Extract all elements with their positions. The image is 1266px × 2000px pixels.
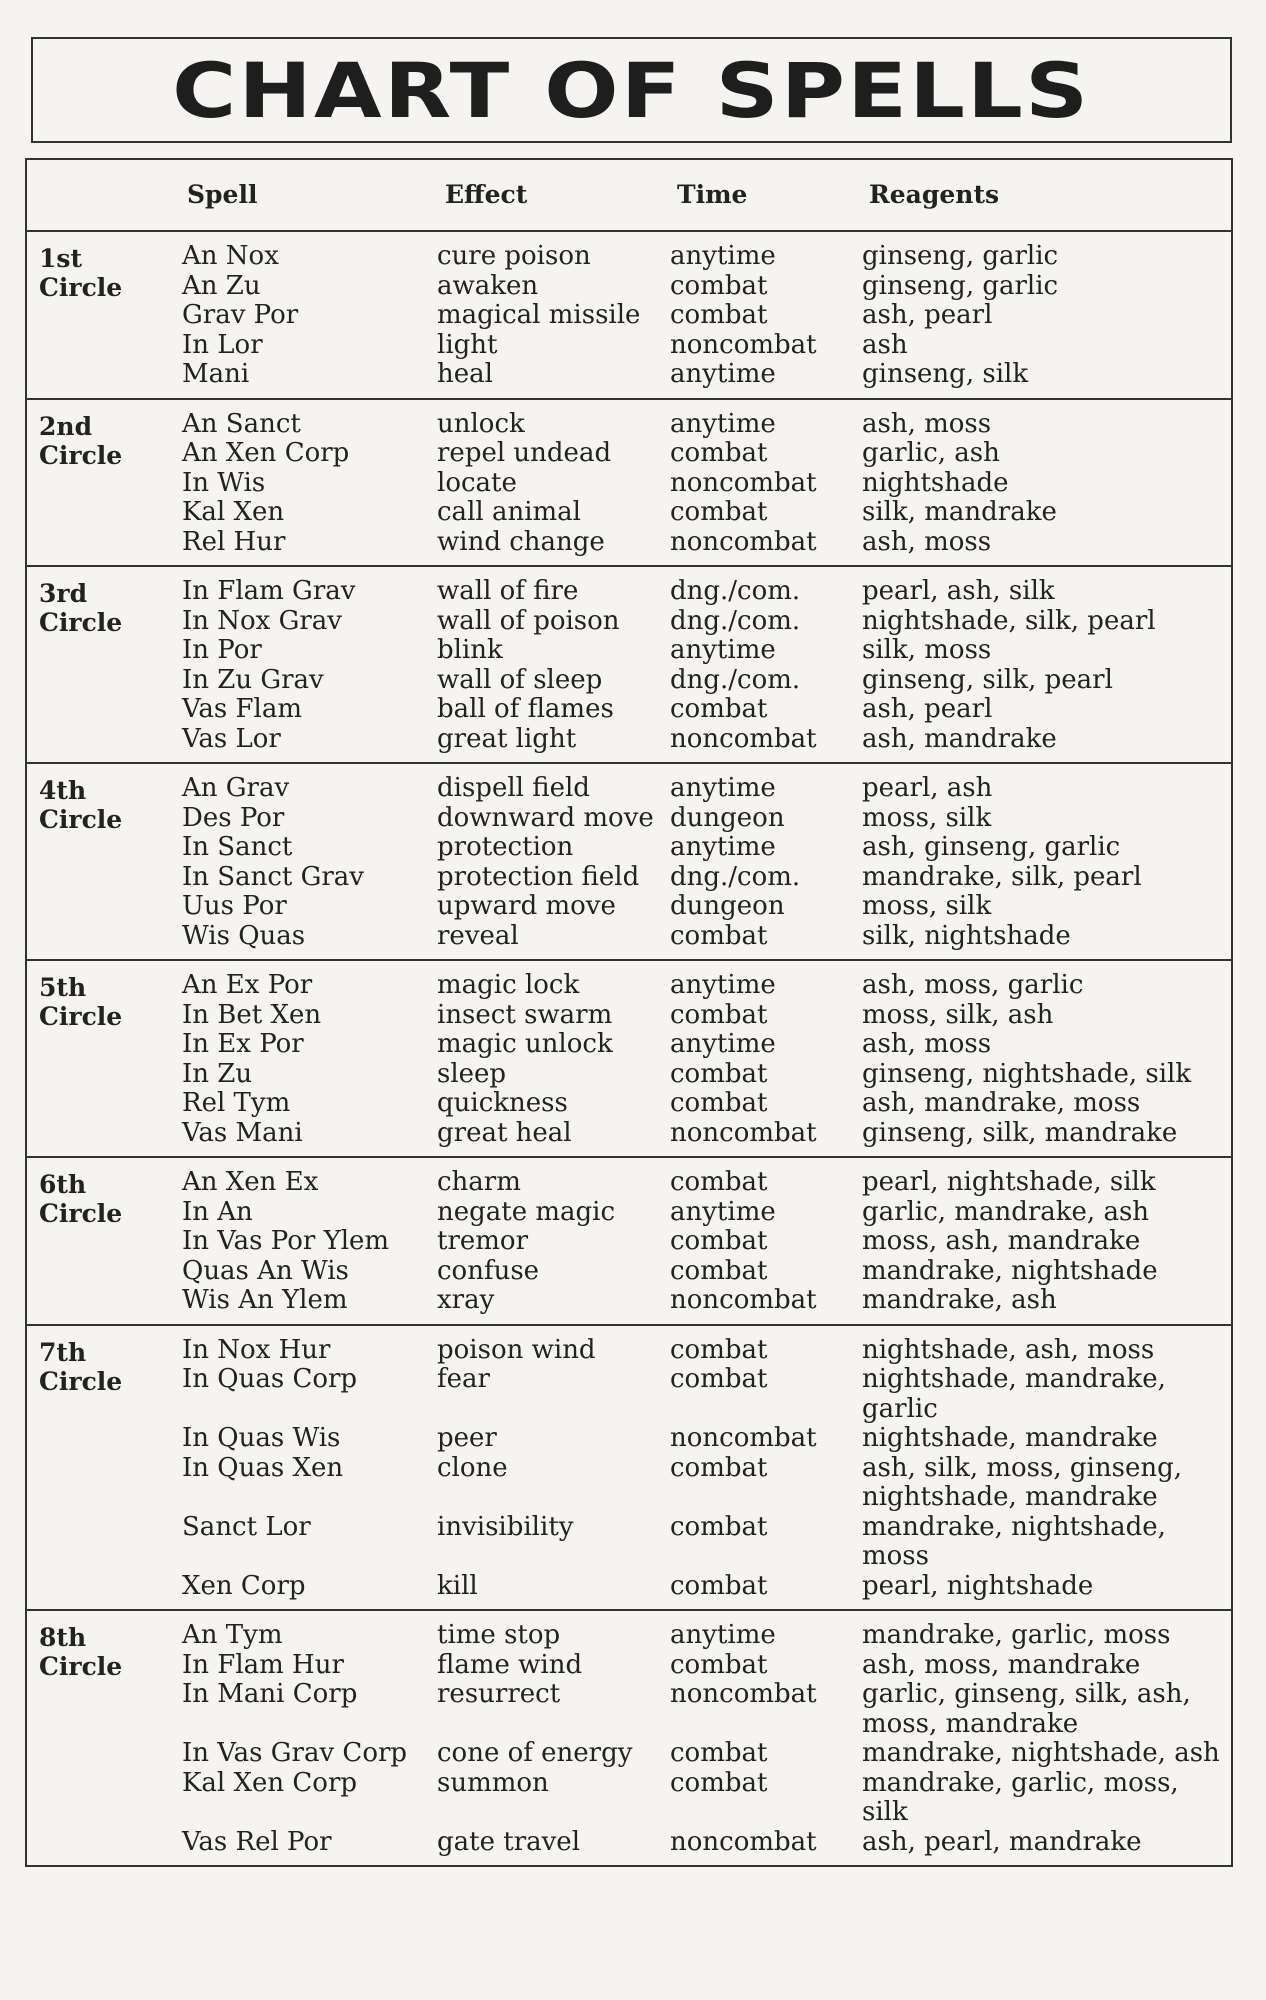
spell-reagents: ash, pearl, mandrake (862, 1826, 1142, 1857)
spell-time: combat (670, 300, 768, 330)
spell-row (27, 1572, 1231, 1602)
spell-row (27, 410, 1231, 440)
spell-effect: great heal (437, 1117, 572, 1148)
spell-row (27, 242, 1231, 272)
spell-name: Vas Lor (182, 723, 281, 754)
spell-name: In Zu Grav (182, 664, 324, 695)
spell-reagents: moss, silk, ash (862, 999, 1054, 1030)
spell-reagents: mandrake, silk, pearl (862, 861, 1142, 892)
spell-reagents: ginseng, garlic (862, 270, 1059, 301)
spell-time: noncombat (670, 1285, 817, 1315)
spell-time: noncombat (670, 467, 817, 498)
circle-word: Circle (39, 440, 123, 470)
title-box (31, 37, 1232, 143)
circle-word: Circle (39, 805, 123, 834)
circle-section (27, 764, 1231, 961)
spell-time: anytime (670, 970, 776, 1000)
spell-row (27, 331, 1231, 361)
spell-effect: wall of fire (437, 576, 579, 606)
spell-reagents: garlic, mandrake, ash (862, 1196, 1150, 1227)
spell-row (27, 577, 1231, 607)
spell-time: combat (670, 1570, 768, 1601)
spell-time: dng./com. (670, 664, 801, 695)
spell-time: noncombat (670, 526, 817, 557)
spell-time: noncombat (670, 1679, 817, 1709)
spell-time: anytime (670, 408, 776, 439)
spell-name: Uus Por (182, 891, 287, 921)
spell-effect: invisibility (437, 1511, 574, 1542)
spell-effect: dispell field (437, 773, 590, 803)
spell-row (27, 863, 1231, 893)
spell-name: Quas An Wis (182, 1255, 349, 1286)
spell-row (27, 833, 1231, 863)
spell-row (27, 804, 1231, 834)
spell-reagents: pearl, ash (862, 773, 993, 803)
spell-name: Rel Tym (182, 1088, 291, 1118)
spell-row (27, 1365, 1231, 1424)
spell-reagents: silk, moss (862, 635, 992, 665)
spell-row (27, 1001, 1231, 1031)
spell-reagents: mandrake, garlic, moss, silk (862, 1767, 1179, 1827)
spell-reagents: mandrake, nightshade, moss (862, 1511, 1166, 1571)
spell-time: dungeon (670, 891, 785, 921)
spell-time: anytime (670, 1620, 776, 1650)
spell-time: combat (670, 694, 768, 724)
spell-name: An Xen Corp (182, 438, 350, 468)
spell-name: In Bet Xen (182, 999, 322, 1030)
spell-reagents: mandrake, nightshade, ash (862, 1738, 1220, 1768)
spell-row (27, 607, 1231, 637)
spell-time: dng./com. (670, 576, 801, 606)
spell-time: combat (670, 1226, 768, 1256)
spell-row (27, 1513, 1231, 1572)
spell-effect: gate travel (437, 1826, 581, 1857)
spell-time: combat (670, 1058, 768, 1089)
spell-name: In Nox Hur (182, 1334, 331, 1365)
spell-row (27, 971, 1231, 1001)
spell-name: Vas Rel Por (182, 1826, 332, 1857)
spell-name: Wis An Ylem (182, 1285, 348, 1315)
spell-effect: kill (437, 1570, 478, 1601)
spell-reagents: ginseng, garlic (862, 241, 1059, 271)
spell-reagents: ash, moss (862, 1029, 992, 1059)
circle-section (27, 567, 1231, 764)
spell-effect: charm (437, 1167, 521, 1197)
spell-effect: cure poison (437, 241, 591, 271)
spell-effect: wall of sleep (437, 664, 603, 695)
spell-effect: protection field (437, 861, 640, 892)
circle-number: 2nd (39, 411, 93, 441)
spell-time: anytime (670, 773, 776, 803)
spell-row (27, 1030, 1231, 1060)
spell-effect: xray (437, 1285, 495, 1315)
spell-effect: quickness (437, 1088, 568, 1118)
spell-row (27, 774, 1231, 804)
spell-name: In Por (182, 635, 262, 665)
spell-row (27, 922, 1231, 952)
spell-row (27, 666, 1231, 696)
spell-time: noncombat (670, 723, 817, 754)
spell-time: combat (670, 920, 768, 951)
spell-time: combat (670, 1255, 768, 1286)
spell-time: anytime (670, 1196, 776, 1227)
spell-row (27, 1621, 1231, 1651)
spell-reagents: ginseng, silk (862, 359, 1029, 389)
spell-reagents: pearl, ash, silk (862, 576, 1055, 606)
spell-row (27, 1286, 1231, 1316)
circle-number: 5th (39, 973, 87, 1002)
circle-section (27, 1611, 1231, 1865)
circle-number: 4th (39, 776, 87, 805)
spell-time: dungeon (670, 802, 785, 833)
spell-effect: magic lock (437, 970, 580, 1000)
spell-time: anytime (670, 1029, 776, 1059)
spell-effect: repel undead (437, 438, 612, 468)
spell-time: combat (670, 1334, 768, 1365)
spell-row (27, 1336, 1231, 1366)
spell-effect: magic unlock (437, 1029, 613, 1059)
spell-time: combat (670, 1738, 768, 1768)
spell-row (27, 892, 1231, 922)
circle-number: 7th (39, 1337, 87, 1367)
circle-word: Circle (39, 1652, 123, 1681)
spell-time: anytime (670, 635, 776, 665)
spell-name: In Quas Corp (182, 1364, 358, 1394)
spell-name: In Flam Hur (182, 1649, 344, 1680)
header-reagents: Reagents (869, 180, 1000, 209)
spell-reagents: ash, pearl (862, 694, 993, 724)
circle-word: Circle (39, 1199, 123, 1228)
spell-effect: wall of poison (437, 605, 620, 636)
spell-time: combat (670, 497, 768, 527)
spell-reagents: nightshade, mandrake, garlic (862, 1364, 1166, 1424)
spell-effect: negate magic (437, 1196, 616, 1227)
spell-time: noncombat (670, 1826, 817, 1857)
spell-effect: reveal (437, 920, 519, 951)
spell-reagents: pearl, nightshade, silk (862, 1167, 1156, 1197)
spell-row (27, 1257, 1231, 1287)
spell-name: In Sanct Grav (182, 861, 364, 892)
spell-effect: protection (437, 832, 574, 862)
spell-reagents: ginseng, nightshade, silk (862, 1058, 1192, 1089)
spell-name: An Xen Ex (182, 1167, 319, 1197)
spell-time: combat (670, 1452, 768, 1483)
spell-name: In Nox Grav (182, 605, 342, 636)
spell-name: In Mani Corp (182, 1679, 358, 1709)
spell-effect: magical missile (437, 300, 641, 330)
spell-effect: heal (437, 359, 493, 389)
spell-name: In Sanct (182, 832, 293, 862)
spell-effect: peer (437, 1423, 497, 1453)
spell-name: Kal Xen (182, 497, 285, 527)
spell-reagents: ash, silk, moss, ginseng, nightshade, mandrake (862, 1452, 1182, 1512)
spell-name: Kal Xen Corp (182, 1767, 358, 1798)
spell-name: In Quas Wis (182, 1423, 341, 1453)
spell-name: Sanct Lor (182, 1511, 311, 1542)
spell-name: In Zu (182, 1058, 253, 1089)
spell-reagents: mandrake, ash (862, 1285, 1057, 1315)
header-row (27, 160, 1231, 232)
spell-row (27, 1739, 1231, 1769)
circle-word: Circle (39, 273, 123, 302)
header-spell: Spell (187, 180, 258, 209)
spell-row (27, 1168, 1231, 1198)
spell-reagents: ginseng, silk, mandrake (862, 1117, 1178, 1148)
spell-effect: great light (437, 723, 577, 754)
spell-reagents: silk, mandrake (862, 497, 1057, 527)
spell-reagents: nightshade, silk, pearl (862, 605, 1156, 636)
spell-reagents: mandrake, nightshade (862, 1255, 1158, 1286)
header-time: Time (677, 180, 748, 209)
spell-row (27, 1454, 1231, 1513)
spell-name: Mani (182, 359, 250, 389)
circle-number: 1st (39, 244, 83, 273)
spell-name: Vas Flam (182, 694, 303, 724)
spell-row (27, 272, 1231, 302)
spell-reagents: mandrake, garlic, moss (862, 1620, 1171, 1650)
spell-row (27, 695, 1231, 725)
spell-effect: insect swarm (437, 999, 613, 1030)
spell-row (27, 1227, 1231, 1257)
spell-row (27, 725, 1231, 755)
spell-reagents: ash, moss (862, 408, 992, 439)
spell-effect: downward move (437, 802, 654, 833)
spell-time: anytime (670, 832, 776, 862)
spell-name: Rel Hur (182, 526, 286, 557)
spell-effect: blink (437, 635, 503, 665)
spell-time: combat (670, 1649, 768, 1680)
spell-effect: call animal (437, 497, 581, 527)
spell-name: In Vas Por Ylem (182, 1226, 390, 1256)
spell-name: In Wis (182, 467, 266, 498)
spell-row (27, 1680, 1231, 1739)
spell-reagents: ash (862, 329, 908, 360)
spell-time: combat (670, 438, 768, 468)
spell-reagents: silk, nightshade (862, 920, 1071, 951)
spell-effect: clone (437, 1452, 508, 1483)
spell-effect: poison wind (437, 1334, 596, 1365)
spell-time: combat (670, 1088, 768, 1118)
circle-number: 6th (39, 1170, 87, 1199)
spell-reagents: moss, silk (862, 802, 992, 833)
spell-reagents: nightshade, mandrake (862, 1423, 1158, 1453)
circle-section (27, 232, 1231, 400)
spell-name: In An (182, 1196, 253, 1227)
spell-name: An Sanct (182, 408, 301, 439)
spell-name: In Flam Grav (182, 576, 356, 606)
spell-row (27, 469, 1231, 499)
spell-reagents: nightshade, ash, moss (862, 1334, 1155, 1365)
spell-row (27, 439, 1231, 469)
spell-row (27, 1828, 1231, 1858)
spell-row (27, 636, 1231, 666)
spell-reagents: ash, moss (862, 526, 992, 557)
spell-reagents: moss, silk (862, 891, 992, 921)
spell-name: An Ex Por (182, 970, 313, 1000)
spell-reagents: ash, mandrake (862, 723, 1057, 754)
spell-time: combat (670, 1767, 768, 1798)
spell-row (27, 1198, 1231, 1228)
spell-effect: resurrect (437, 1679, 561, 1709)
circle-number: 8th (39, 1623, 87, 1652)
spell-reagents: pearl, nightshade (862, 1570, 1094, 1601)
spell-name: An Nox (182, 241, 279, 271)
spell-time: combat (670, 270, 768, 301)
spell-row (27, 1651, 1231, 1681)
spell-row (27, 498, 1231, 528)
spell-effect: locate (437, 467, 517, 498)
spell-time: dng./com. (670, 605, 801, 636)
circle-section (27, 400, 1231, 568)
spell-time: noncombat (670, 1117, 817, 1148)
spell-effect: awaken (437, 270, 539, 301)
spell-name: In Vas Grav Corp (182, 1738, 408, 1768)
spell-time: anytime (670, 241, 776, 271)
spell-name: An Tym (182, 1620, 283, 1650)
spell-time: noncombat (670, 329, 817, 360)
spell-effect: light (437, 329, 498, 360)
spell-row (27, 1769, 1231, 1828)
spell-name: Xen Corp (182, 1570, 306, 1601)
spell-effect: sleep (437, 1058, 507, 1089)
header-effect: Effect (445, 180, 528, 209)
spell-effect: ball of flames (437, 694, 614, 724)
spell-reagents: ash, moss, mandrake (862, 1649, 1141, 1680)
spell-time: noncombat (670, 1423, 817, 1453)
circle-word: Circle (39, 608, 123, 637)
spell-effect: confuse (437, 1255, 540, 1286)
spell-chart (25, 158, 1233, 1867)
spell-reagents: ash, pearl (862, 300, 993, 330)
spell-name: In Lor (182, 329, 263, 360)
spell-reagents: nightshade (862, 467, 1009, 498)
spell-name: In Ex Por (182, 1029, 304, 1059)
spell-effect: time stop (437, 1620, 561, 1650)
spell-effect: flame wind (437, 1649, 583, 1680)
spell-reagents: ash, mandrake, moss (862, 1088, 1141, 1118)
spell-row (27, 528, 1231, 558)
circle-number: 3rd (39, 579, 88, 608)
spell-name: An Grav (182, 773, 290, 803)
spell-effect: cone of energy (437, 1738, 633, 1768)
spell-row (27, 1060, 1231, 1090)
circle-word: Circle (39, 1366, 123, 1396)
spell-effect: unlock (437, 408, 525, 439)
spell-reagents: ash, moss, garlic (862, 970, 1084, 1000)
spell-row (27, 1119, 1231, 1149)
spell-name: Grav Por (182, 300, 299, 330)
spell-time: combat (670, 1167, 768, 1197)
spell-row (27, 1424, 1231, 1454)
circle-section (27, 1326, 1231, 1612)
circle-section (27, 1158, 1231, 1326)
spell-name: Vas Mani (182, 1117, 303, 1148)
spell-time: dng./com. (670, 861, 801, 892)
page-title: CHART OF SPELLS (172, 45, 1091, 135)
spell-reagents: ginseng, silk, pearl (862, 664, 1113, 695)
spell-reagents: moss, ash, mandrake (862, 1226, 1141, 1256)
spell-time: combat (670, 999, 768, 1030)
spell-time: combat (670, 1364, 768, 1394)
spell-name: An Zu (182, 270, 261, 301)
spell-name: Wis Quas (182, 920, 306, 951)
circle-word: Circle (39, 1002, 123, 1031)
spell-effect: upward move (437, 891, 616, 921)
spell-row (27, 301, 1231, 331)
circle-section (27, 961, 1231, 1158)
spell-effect: summon (437, 1767, 549, 1798)
spell-name: Des Por (182, 802, 285, 833)
spell-reagents: garlic, ash (862, 438, 1000, 468)
spell-time: anytime (670, 359, 776, 389)
spell-name: In Quas Xen (182, 1452, 344, 1483)
spell-effect: fear (437, 1364, 490, 1394)
spell-reagents: garlic, ginseng, silk, ash, moss, mandrake (862, 1679, 1191, 1739)
spell-effect: tremor (437, 1226, 528, 1256)
spell-effect: wind change (437, 526, 605, 557)
spell-row (27, 360, 1231, 390)
spell-time: combat (670, 1511, 768, 1542)
spell-reagents: ash, ginseng, garlic (862, 832, 1121, 862)
spell-row (27, 1089, 1231, 1119)
